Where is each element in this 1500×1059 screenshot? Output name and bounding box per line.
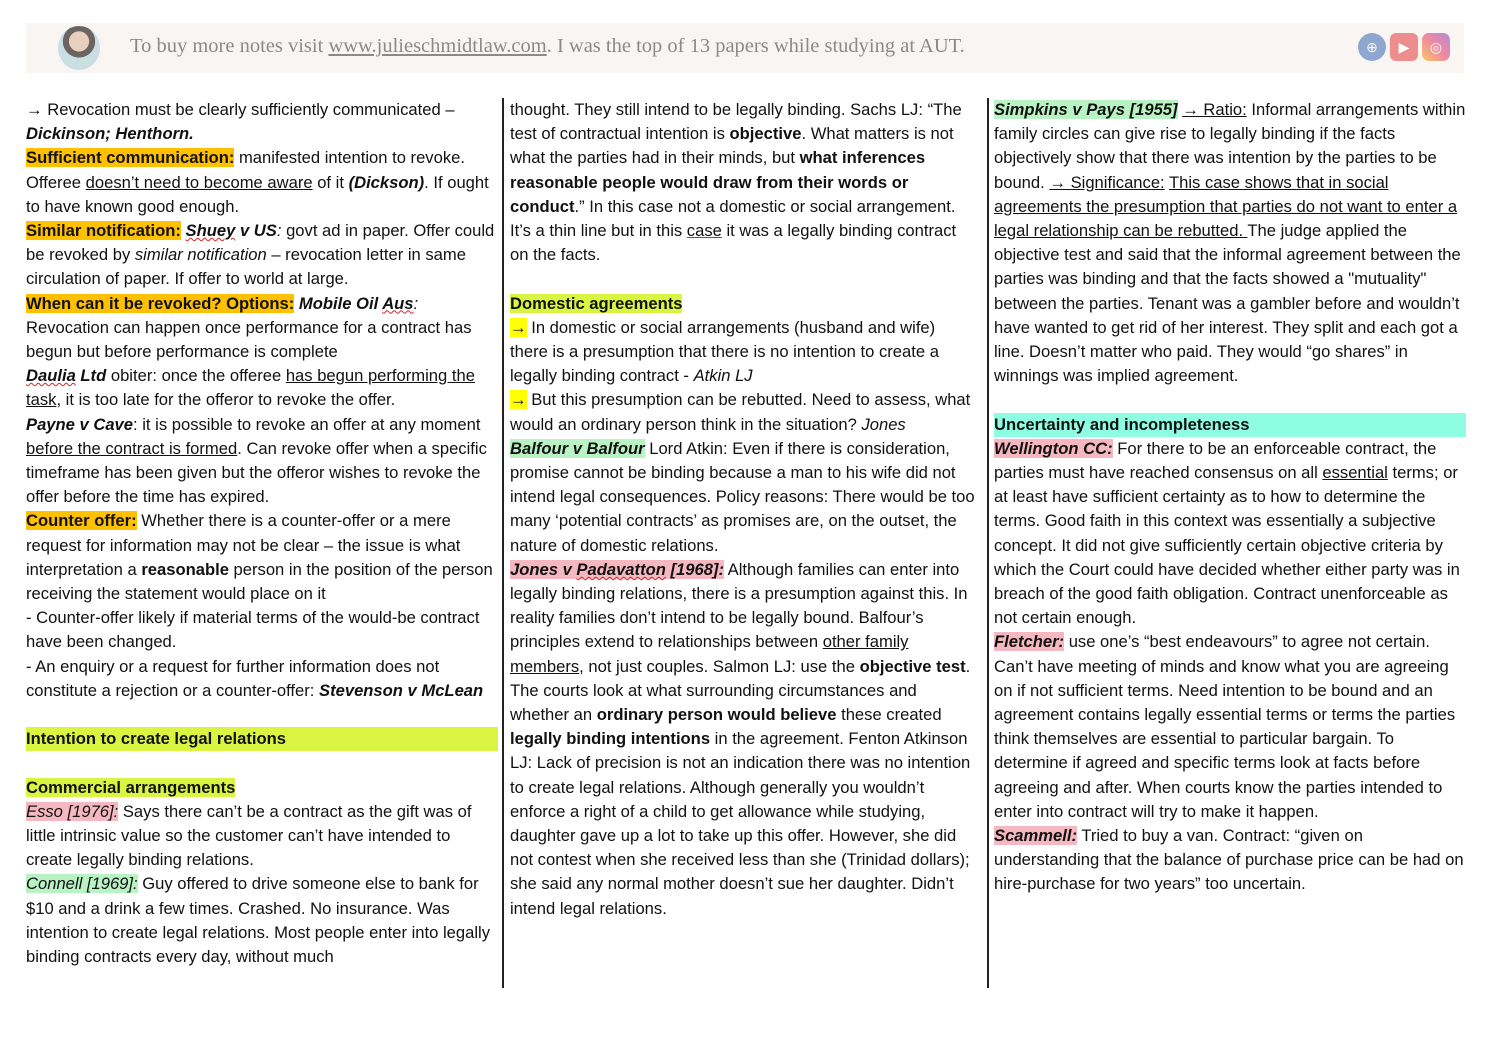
- blank-line: [26, 751, 498, 775]
- text-run[interactable]: case: [686, 221, 722, 241]
- text-run: Although families can enter into legally binding relations, there is a presumption against this. In reality families don’t intend to be legally bound. Balfour’s principles extend to relationships between: [510, 559, 968, 652]
- text-run: - Counter-offer likely if material terms of the would-be contract have been changed.: [26, 608, 480, 652]
- promo-banner: [26, 23, 1464, 73]
- case-label: Jones v: [510, 559, 577, 579]
- text-run: Atkin LJ: [693, 366, 753, 386]
- text-run: But this presumption can be rebutted. Need to assess, what would an ordinary person think in the situation?: [510, 390, 971, 434]
- text-run: person in the position of the person receiving the statement would place on it: [26, 559, 493, 604]
- note-paragraph: [26, 316, 498, 364]
- blank-line: [26, 703, 498, 727]
- text-run: Mobile Oil: [294, 293, 383, 313]
- text-run: The judge applied the objective test and said that the informal agreement between the parties was binding and that the facts showed a "mutuality" between the parties. Tenant was a gambler before and wouldn’t have wanted to get rid of her interest. They split and each got a line. Doesn’t matter who paid. They would “go shares” in winnings was implied agreement.: [994, 221, 1461, 386]
- case-label: Similar notification:: [26, 221, 181, 241]
- text-run: govt ad in paper. Offer could be revoked by: [26, 221, 495, 265]
- text-run: Informal arrangements within family circles can give rise to legally binding if the facts objectively show that there was intention by the parties to be bound.: [994, 100, 1466, 192]
- text-run: :: [413, 293, 419, 313]
- promo-text: [130, 35, 965, 58]
- text-run: Esso [1976]:: [26, 801, 119, 821]
- text-run: . If ought to have known good enough.: [26, 172, 489, 216]
- author-avatar: [58, 26, 100, 70]
- note-paragraph: [510, 292, 976, 316]
- text-run: essential: [1322, 463, 1388, 483]
- case-label: Domestic agreements: [510, 293, 683, 313]
- text-run: Intention to create legal relations: [26, 729, 287, 749]
- text-run: : it is possible to revoke an offer at any moment: [133, 414, 481, 434]
- note-paragraph: [26, 292, 498, 316]
- text-run: obiter: once the offeree: [106, 366, 286, 386]
- blank-line: [994, 388, 1466, 412]
- case-label: Simpkins v Pays [1955]: [994, 100, 1178, 119]
- section-heading: [994, 413, 1466, 437]
- text-run: legally binding intentions: [510, 729, 711, 749]
- text-run: Ltd: [75, 366, 107, 386]
- note-paragraph: [510, 558, 976, 921]
- text-run: Payne v Cave: [26, 414, 134, 434]
- promo-text-before: To buy more notes visit: [130, 35, 329, 57]
- instagram-icon[interactable]: ◎: [1422, 33, 1450, 61]
- text-run: in the agreement. Fenton Atkinson LJ: Lack of precision is not an indication there was no intention to create legal relations. Although generally you wouldn’t enforce a right of a child to get allowance while studying, daughter gave up a lot to take up this offer. However, she did not contest when she received less than she (Trinidad dollars); she said any normal mother doesn’t sue her daughter. Didn’t intend legal relations.: [510, 729, 971, 918]
- note-paragraph: [26, 606, 498, 654]
- text-run: Dickinson; Henthorn.: [26, 124, 194, 144]
- text-run: Tried to buy a van. Contract: “given on understanding that the balance of purchase price can be had on hire-purchase for two years” too uncertain.: [994, 826, 1464, 894]
- text-run: Stevenson v McLean: [319, 680, 484, 700]
- text-run: reasonable: [141, 559, 229, 579]
- text-run: Aus: [382, 293, 414, 313]
- text-run: Lord Atkin: Even if there is consideration, promise cannot be binding because a man to his wife did not intend legal consequences. Policy reasons: There would be too many ‘potential contracts’ as promises are, on the outset, the nature of domestic relations.: [510, 438, 975, 555]
- text-run: Jones: [861, 414, 906, 434]
- text-run: , not just couples. Salmon LJ: use the: [579, 656, 860, 676]
- text-run: .” In this case not a domestic or social arrangement. It’s a thin line but in this: [510, 196, 956, 241]
- section-heading: [26, 727, 498, 751]
- note-paragraph: [26, 872, 498, 969]
- text-run: what inferences reasonable people would draw from their words or conduct: [510, 148, 926, 216]
- column-divider: [987, 98, 989, 988]
- text-run: objective test: [859, 656, 966, 676]
- text-run: Guy offered to drive someone else to bank for $10 and a drink a few times. Crashed. No insurance. Was intention to create legal relations. Most people enter into legally binding contracts every day, without much: [26, 874, 490, 967]
- note-paragraph: [26, 800, 498, 873]
- text-run: (Dickson): [348, 172, 425, 192]
- youtube-icon[interactable]: ▶: [1390, 33, 1418, 61]
- text-run: - An enquiry or a request for further information does not constitute a rejection or a counter-offer:: [26, 656, 440, 700]
- text-run: Revocation can happen once performance for a contract has begun but before performance is complete: [26, 317, 472, 362]
- text-run: Uncertainty and incompleteness: [994, 414, 1250, 434]
- column-divider: [502, 98, 504, 988]
- text-run: use one’s “best endeavours” to agree not certain. Can’t have meeting of minds and know what you are agreeing on if not sufficient terms. Need intention to be bound and an agreement contains legally essential terms or terms the parties think themselves are essential to particular bargain. To determine if agreed and specific terms look at facts before agreeing and after. When courts know the parties intended to enter into contract will try to make it happen.: [994, 632, 1456, 821]
- text-run: For there to be an enforceable contract, the parties must have reached consensus on all: [994, 438, 1437, 483]
- case-label: Commercial arrangements: [26, 777, 236, 797]
- text-run: Says there can’t be a contract as the gift was of little intrinsic value so the customer can’t have intended to create legally binding relations.: [26, 801, 472, 870]
- case-label: Padavatton: [576, 559, 666, 579]
- case-label: [1968]:: [665, 559, 724, 579]
- text-run: In domestic or social arrangements (husband and wife) there is a presumption that there is no intention to create a legally binding contract -: [510, 317, 939, 386]
- text-run: has begun performing the task: [26, 366, 475, 410]
- text-run: → Significance:: [1049, 172, 1165, 192]
- case-label: Counter offer:: [26, 511, 137, 531]
- note-paragraph: [26, 509, 498, 606]
- text-run: terms; or at least have sufficient certainty as to how to determine the terms. Good faith in this context was essentially a subjective concept. It did not give sufficiently certain objective criteria by which the Court could have decided whether either party was in breach of the good faith obligation. Contract unenforceable as not certain enough.: [994, 463, 1460, 628]
- text-run: before the contract is formed: [26, 438, 238, 458]
- text-run: doesn’t need to become aware: [85, 172, 313, 192]
- notes-column-3: [994, 98, 1466, 897]
- note-paragraph: [26, 219, 498, 292]
- note-paragraph: [510, 316, 976, 389]
- case-label: Fletcher:: [994, 632, 1065, 652]
- notes-column-2: [510, 98, 976, 921]
- note-paragraph: [26, 776, 498, 800]
- promo-text-after: . I was the top of 13 papers while studying at AUT.: [546, 35, 965, 57]
- text-run: similar notification: [134, 245, 267, 265]
- text-run: :: [276, 221, 282, 241]
- note-paragraph: [26, 146, 498, 219]
- case-label: Sufficient communication:: [26, 148, 235, 168]
- text-run: thought. They still intend to be legally binding. Sachs LJ: “The test of contractual intention is: [510, 100, 962, 144]
- note-paragraph: [994, 437, 1466, 631]
- note-paragraph: [26, 98, 498, 146]
- note-paragraph: [26, 413, 498, 510]
- text-run: ordinary person would believe: [596, 705, 837, 725]
- case-label: Wellington CC:: [994, 438, 1113, 458]
- text-run: objective: [729, 124, 802, 144]
- text-run: manifested intention to revoke. Offeree: [26, 148, 465, 192]
- text-run: . What matters is not what the parties had in their minds, but: [510, 124, 954, 168]
- case-label: Balfour v Balfour: [510, 438, 645, 458]
- note-paragraph: [510, 98, 976, 267]
- text-run: , it is too late for the offeror to revoke the offer.: [56, 390, 396, 410]
- globe-icon[interactable]: ⊕: [1358, 33, 1386, 61]
- text-run: other family members: [510, 632, 909, 676]
- text-run: it was a legally binding contract on the facts.: [510, 221, 957, 265]
- text-run: Shuey: [185, 221, 236, 241]
- note-paragraph: [26, 364, 498, 412]
- note-paragraph: [994, 98, 1466, 388]
- case-label: When can it be revoked? Options:: [26, 293, 295, 313]
- note-paragraph: [510, 388, 976, 436]
- website-link[interactable]: www.julieschmidtlaw.com: [328, 35, 547, 57]
- note-paragraph: [994, 630, 1466, 824]
- text-run: →: [510, 317, 527, 337]
- text-run: – revocation letter in same circulation of paper. If offer to world at large.: [26, 245, 466, 289]
- case-label: Scammell:: [994, 826, 1078, 846]
- text-run: Daulia: [26, 366, 76, 386]
- text-run: of it: [312, 172, 349, 192]
- text-run: → Revocation must be clearly sufficiently communicated –: [26, 100, 455, 119]
- text-run: Connell [1969]:: [26, 874, 138, 894]
- note-paragraph: [994, 824, 1466, 897]
- text-run: these created: [836, 705, 942, 725]
- text-run: . Can revoke offer when a specific timeframe has been given but the offeror wishes to revoke the offer before the time has expired.: [26, 438, 487, 507]
- note-paragraph: [510, 437, 976, 558]
- notes-column-1: [26, 98, 498, 969]
- text-run: Whether there is a counter-offer or a mere request for information may not be clear – the issue is what interpretation a: [26, 511, 461, 579]
- text-run: → Ratio:: [1182, 100, 1247, 119]
- text-run: →: [510, 390, 527, 410]
- note-paragraph: [26, 655, 498, 703]
- text-run: This case shows that in social agreements the presumption that parties do not want to enter a legal relationship can be rebutted.: [994, 172, 1458, 241]
- text-run: v US: [235, 221, 277, 241]
- text-run: . The courts look at what surrounding circumstances and whether an: [510, 656, 971, 725]
- blank-line: [510, 267, 976, 291]
